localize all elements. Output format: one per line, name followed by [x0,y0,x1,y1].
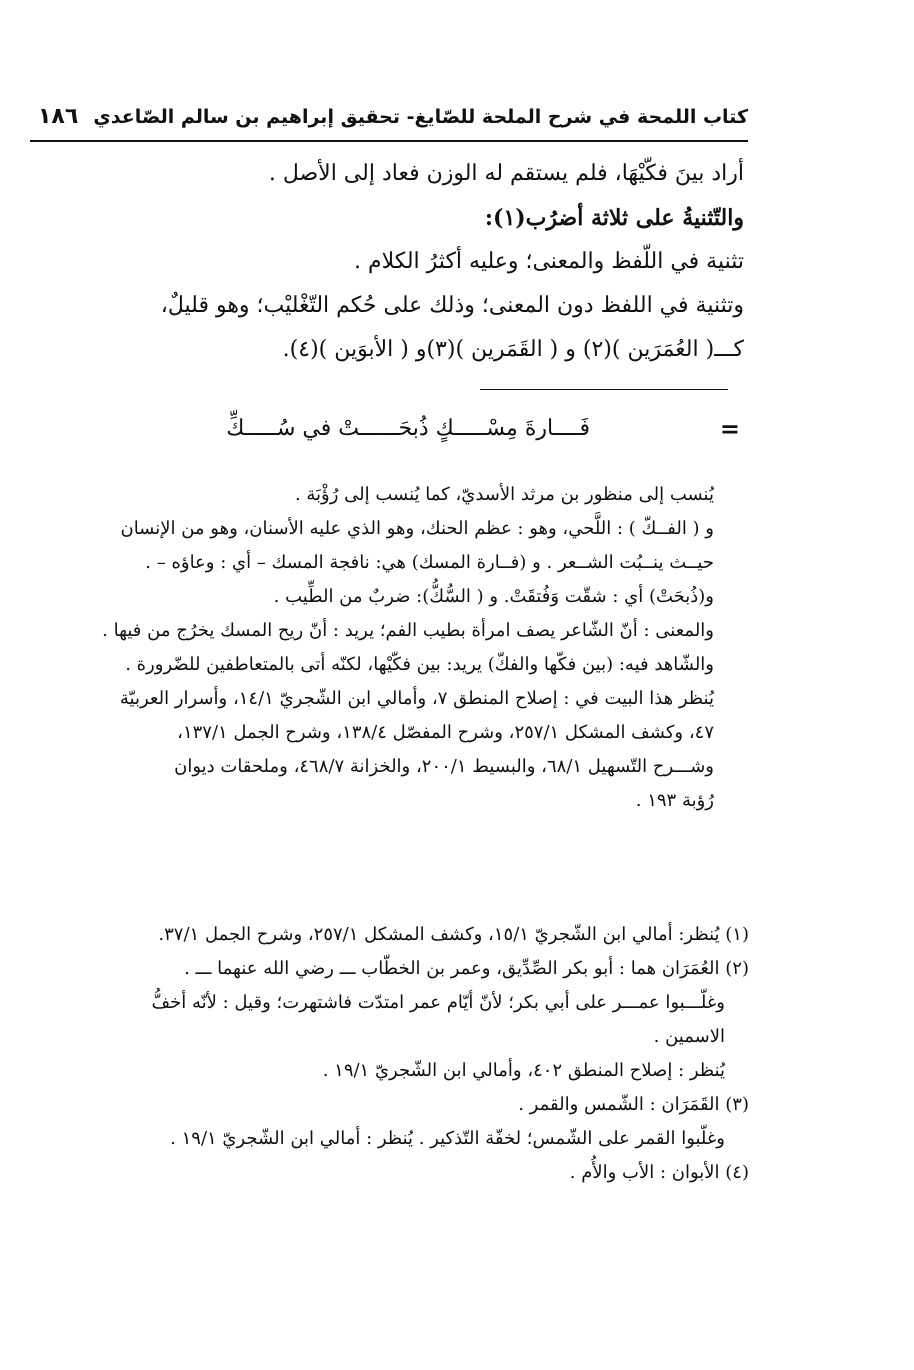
footnote-line: الاسمين . [653,1026,725,1047]
main-text [64,152,744,372]
note-line: و ( الفــكّ ) : اللَّحي، وهو : عظم الحنك، وهو الذي عليه الأسنان، وهو من الإنسان [120,518,714,539]
header-rule [30,140,748,142]
note-line: و(ذُبحَتْ) أي : شقّت وَفُتقَتْ. و ( السُّكُّ): ضربٌ من الطِّيب . [273,586,714,607]
footnote-separator [480,389,728,390]
main-line: تثنية في اللّفظ والمعنى؛ وعليه أكثرُ الكلام . [353,249,744,274]
footnote-line: وغلّبوا القمر على الشّمس؛ لخفّة التّذكير . يُنظر : أمالي ابن الشّجريّ ١٩/١ . [170,1128,725,1149]
note-line: يُنسب إلى منظور بن مرثد الأسديّ، كما يُنسب إلى رُؤْبَة . [294,484,714,505]
footnote-line: يُنظر : إصلاح المنطق ٤٠٢، وأمالي ابن الشّجريّ ١٩/١ . [322,1060,725,1081]
note-line: والشّاهد فيه: (بين فكّها والفكّ) يريد: بين فكّيْها، لكنّه أتى بالمتعاطفين للضّرورة . [125,654,714,675]
verse-line [180,410,740,454]
note-line: يُنظر هذا البيت في : إصلاح المنطق ٧، وأمالي ابن الشّجريّ ١٤/١، وأسرار العربيّة [119,688,714,709]
note-line: رُؤبة ١٩٣ . [635,790,714,811]
note-line: حيــث ينــبُت الشــعر . و (فــارة المسك) هي: نافجة المسك – أي : وعاؤه – . [145,552,714,573]
footnote-1: (١) يُنظر: أمالي ابن الشّجريّ ١٥/١، وكشف المشكل ٢٥٧/١، وشرح الجمل ٣٧/١. [158,924,749,945]
continuation-marker: = [719,414,740,443]
note-line: وشـــرح التّسهيل ٦٨/١، والبسيط ٢٠٠/١، والخزانة ٤٦٨/٧، وملحقات ديوان [174,756,714,777]
note-line: ٤٧، وكشف المشكل ٢٥٧/١، وشرح المفصّل ١٣٨/٤، وشرح الجمل ١٣٧/١، [177,722,714,743]
main-line: أراد بينَ فكّيْهَا، فلم يستقم له الوزن فعاد إلى الأصل . [268,161,744,186]
main-line: كـــ( العُمَرَين )(٢) و ( القَمَرين )(٣)و ( الأبوَين )(٤). [282,337,744,362]
footnote-4: (٤) الأبوان : الأب والأُم . [569,1162,749,1183]
footnote-2: (٢) العُمَرَان هما : أبو بكر الصِّدِّيق، وعمر بن الخطّاب ـــ رضي الله عنهما ـــ . [184,958,749,979]
footnotes [49,918,749,1190]
notes-continued [64,478,714,818]
note-line: والمعنى : أنّ الشّاعر يصف امرأة بطيب الفم؛ يريد : أنّ ريح المسك يخرُج من فيها . [102,620,714,641]
header-title: كتاب اللمحة في شرح الملحة للصّايغ- تحقيق إبراهيم بن سالم الصّاعدي [93,106,748,128]
running-header [30,104,748,140]
footnote-line: وغلّـــبوا عمـــر على أبي بكر؛ لأنّ أيّام عمر امتدّت فاشتهرت؛ وقيل : لأنّه أخفُّ [151,992,725,1013]
main-line: وتثنية في اللفظ دون المعنى؛ وذلك على حُكم التّغْليْب؛ وهو قليلٌ، [160,293,744,318]
verse-text: فَــــارةَ مِسْـــــكٍ ذُبحَــــــتْ في سُـــــكِّ [226,416,590,441]
main-line-heading: والتّثنيةُ على ثلاثة أضرُب(١): [484,205,744,231]
footnote-3: (٣) القَمَرَان : الشّمس والقمر . [518,1094,749,1115]
page-number: ١٨٦ [38,104,79,129]
